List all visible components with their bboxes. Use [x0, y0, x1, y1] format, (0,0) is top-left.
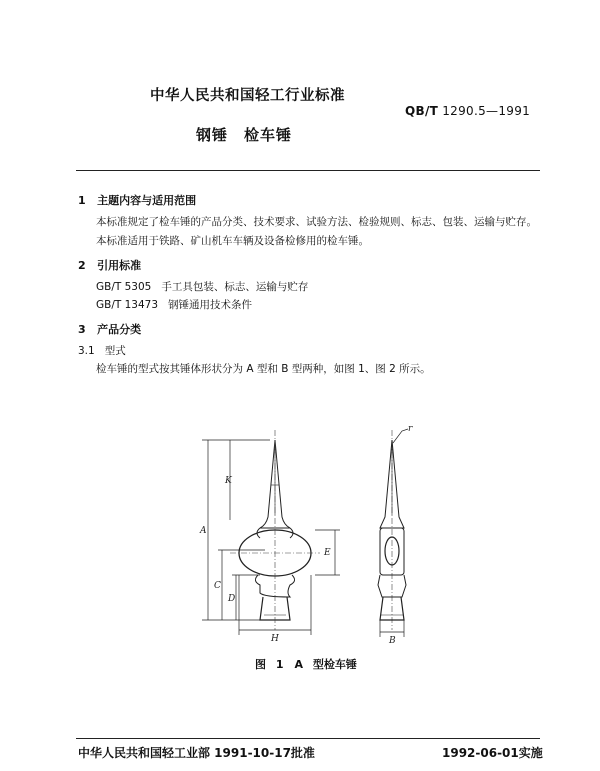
reference-item	[96, 279, 308, 294]
section-number: 1	[78, 194, 86, 207]
reference-name: 手工具包装、标志、运输与贮存	[161, 281, 309, 293]
dim-label-D: D	[228, 594, 236, 604]
standard-code: 1290.5—1991	[442, 104, 531, 118]
subsection-3-1-text: 检车锤的型式按其锤体形状分为 A 型和 B 型两种，如图 1、图 2 所示。	[96, 363, 431, 375]
issuing-body: 中华人民共和国轻工行业标准	[150, 88, 345, 104]
section-number: 3	[78, 323, 86, 336]
reference-code: GB/T 5305	[96, 281, 152, 293]
section-2-heading	[78, 257, 141, 273]
figure-1-drawing	[180, 425, 420, 645]
section-1-paragraph-1: 本标准规定了检车锤的产品分类、技术要求、试验方法、检验规则、标志、包装、运输与贮存。	[96, 216, 537, 228]
section-1-paragraph-2: 本标准适用于铁路、矿山机车车辆及设备检修用的检车锤。	[96, 235, 369, 247]
dim-label-E: E	[324, 548, 331, 558]
standard-number	[405, 104, 530, 118]
section-title: 产品分类	[97, 323, 142, 336]
dim-label-r: r	[408, 425, 413, 434]
section-number: 2	[78, 259, 86, 272]
section-title: 引用标准	[97, 259, 142, 272]
reference-name: 钢锤通用技术条件	[168, 299, 253, 311]
subsection-number: 3.1	[78, 345, 95, 357]
section-3-heading	[78, 321, 141, 337]
approval-info: 中华人民共和国轻工业部 1991-10-17批准	[78, 746, 315, 760]
effective-date: 1992-06-01实施	[442, 746, 543, 760]
section-title: 主题内容与适用范围	[97, 194, 197, 207]
dim-label-A: A	[200, 526, 207, 536]
section-1-heading	[78, 192, 196, 208]
subsection-3-1-heading	[78, 343, 126, 358]
document-title: 钢锤 检车锤	[196, 126, 293, 144]
dim-label-K: K	[225, 476, 232, 486]
reference-code: GB/T 13473	[96, 299, 159, 311]
subsection-title: 型式	[104, 345, 126, 357]
figure-1-caption: 图 1 A 型检车锤	[255, 658, 357, 671]
reference-item	[96, 297, 252, 312]
header-divider	[76, 170, 540, 171]
dim-label-H: H	[271, 634, 279, 644]
radius-leader	[393, 429, 408, 443]
dim-label-B: B	[389, 636, 396, 645]
dim-label-C: C	[214, 581, 221, 591]
footer-divider	[76, 738, 540, 739]
standard-prefix: QB/T	[405, 104, 439, 118]
